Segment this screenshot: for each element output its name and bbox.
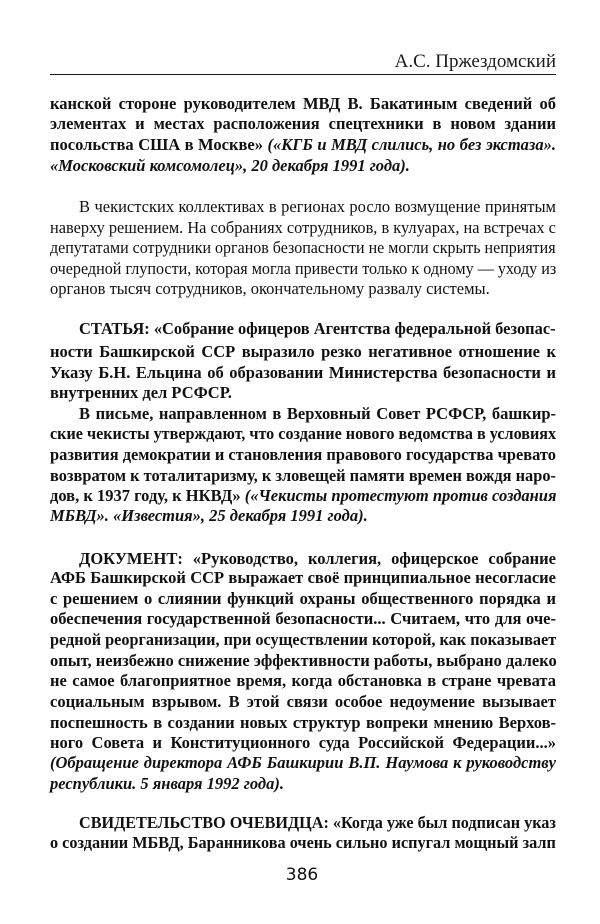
text-line	[50, 382, 556, 403]
body-text: органов тысяч сотрудников, окончательному развалу системы.	[50, 278, 490, 298]
text-line	[50, 113, 556, 134]
body-text: Указу Б.Н. Ельцина об образовании Министерства безопасности и	[50, 362, 556, 382]
text-line	[50, 773, 556, 794]
text-line	[50, 567, 556, 588]
text-line	[50, 832, 556, 853]
text-line	[50, 217, 556, 238]
body-text: очередной глупости, которая могла привести только к одному — уходу из	[50, 258, 557, 278]
body-text: депутатами сотрудники органов безопасности не могли скрыть неприятия	[50, 237, 556, 257]
text-line	[50, 712, 556, 733]
text-line	[50, 362, 556, 383]
body-text: развития демократии и становления правового государства чревато	[50, 444, 556, 464]
body-text: канской стороне руководителем МВД В. Бакатиным сведений об	[50, 93, 556, 113]
text-line	[79, 318, 554, 339]
page-number: 386	[285, 865, 319, 885]
body-text: В чекистских коллективах в регионах росло возмущение принятым	[79, 196, 556, 216]
text-line	[79, 196, 556, 217]
text-line	[50, 278, 556, 299]
header-rule	[50, 74, 556, 75]
body-text: СТАТЬЯ: «Собрание офицеров Агентства федеральной безопас-	[79, 318, 556, 338]
citation-text: («Чекисты протестуют против создания	[244, 485, 557, 505]
text-line	[50, 485, 556, 506]
body-text: ности Башкирской ССР выразило резко негативное отношение к	[50, 341, 556, 361]
text-line	[79, 812, 556, 833]
text-line	[79, 548, 556, 569]
text-line	[50, 237, 556, 258]
body-text: АФБ Башкирской ССР выражает своё принципиальное несогласие	[50, 567, 556, 587]
running-head-author: А.С. Пржездомский	[394, 51, 556, 72]
body-text: опыт, неизбежно снижение эффективности работы, выбрано далеко	[50, 650, 557, 670]
text-line	[50, 608, 556, 629]
body-text: поспешность в создании новых структур вопреки мнению Верхов-	[50, 712, 556, 732]
text-line	[50, 423, 557, 444]
body-text: о создании МБВД, Баранникова очень сильно испугал мощный залп	[50, 832, 556, 852]
body-text: дов, к 1937 году, к НКВД»	[50, 485, 245, 505]
body-text: возвратом к тоталитаризму, к зловещей памяти времен вождя наро-	[50, 465, 556, 485]
citation-text: «Московский комсомолец», 20 декабря 1991 года).	[50, 155, 410, 175]
citation-text: (Обращение директора АФБ Башкирии В.П. Наумова к руководству	[50, 752, 556, 772]
text-line	[50, 650, 556, 671]
text-line	[50, 691, 556, 712]
text-line	[50, 465, 556, 486]
text-line	[50, 732, 556, 753]
text-line	[50, 629, 557, 650]
body-text: ские чекисты утверждают, что создание нового ведомства в условиях	[50, 423, 557, 443]
body-text: внутренних дел РСФСР.	[50, 382, 232, 402]
citation-text: МБВД». «Известия», 25 декабря 1991 года).	[50, 505, 368, 525]
body-text: с решением о слиянии функций охраны общественного порядка и	[50, 588, 556, 608]
text-line	[50, 134, 556, 155]
body-text: СВИДЕТЕЛЬСТВО ОЧЕВИДЦА: «Когда уже был подписан указ	[79, 812, 556, 832]
text-line	[50, 588, 556, 609]
body-text: наверху решением. На собраниях сотрудников, в кулуарах, на встречах с	[50, 217, 556, 237]
text-line	[50, 670, 556, 691]
body-text: ного Совета и Конституционного суда Российской Федерации...»	[50, 732, 556, 752]
citation-text: республики. 5 января 1992 года).	[50, 773, 284, 793]
text-line	[50, 93, 556, 114]
body-text: обеспечения государственной безопасности... Считаем, что для оче-	[50, 608, 556, 628]
text-line	[79, 403, 556, 424]
text-line	[50, 155, 556, 176]
body-text: элементах и местах расположения спецтехники в новом здании	[50, 113, 556, 133]
text-line	[50, 505, 556, 526]
text-line	[50, 752, 556, 773]
body-text: не самое благоприятное время, когда обстановка в стране чревата	[50, 670, 556, 690]
citation-text: («КГБ и МВД слились, но без экстаза».	[267, 134, 556, 154]
text-line	[50, 444, 556, 465]
body-text: В письме, направленном в Верховный Совет РСФСР, башкир-	[79, 403, 556, 423]
body-text: редной реорганизации, при осуществлении которой, как показывает	[50, 629, 557, 649]
body-text: ДОКУМЕНТ: «Руководство, коллегия, офицерское собрание	[79, 548, 556, 568]
body-text: посольства США в Москве»	[50, 134, 268, 154]
body-text: социальным взрывом. В этой связи особое недоумение вызывает	[50, 691, 556, 711]
text-line	[50, 258, 557, 279]
text-line	[50, 341, 556, 362]
